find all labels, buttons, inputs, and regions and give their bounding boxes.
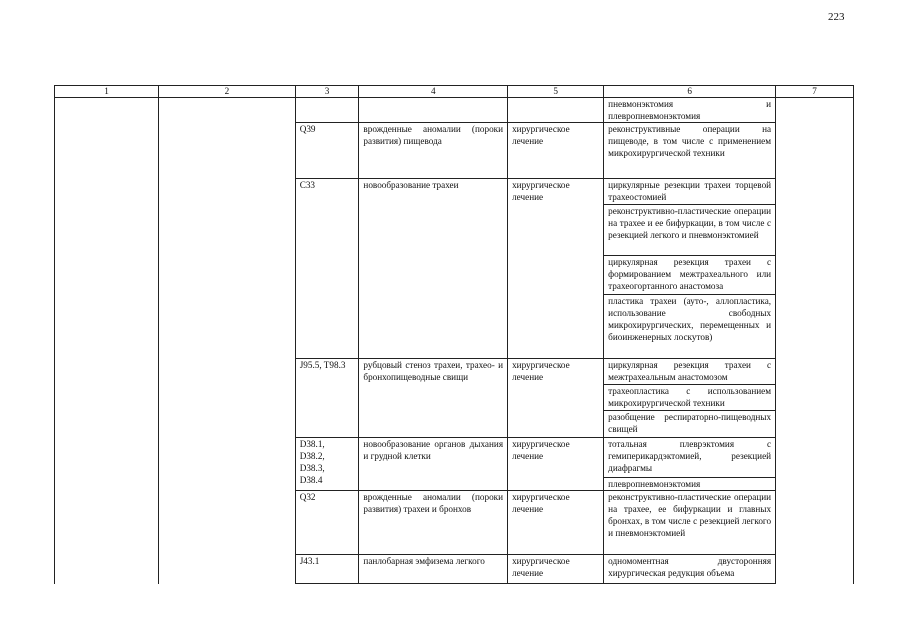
header-cell: 4	[359, 86, 508, 98]
treatment-cell: хирургическое лечение	[508, 359, 604, 438]
code-cell: C33	[295, 179, 359, 359]
method-cell: циркулярная резекция трахеи с формированием межтрахеального или трахеогортанного анастомоза	[604, 256, 776, 295]
header-cell: 7	[776, 86, 854, 98]
method-cell: пластика трахеи (ауто-, аллопластика, использование свободных микрохирургических, перемещенных и биоинженерных лоскутов)	[604, 295, 776, 359]
diagnosis-cell: панлобарная эмфизема легкого	[359, 555, 508, 584]
code-cell: Q39	[295, 123, 359, 179]
page-number: 223	[828, 11, 845, 23]
diagnosis-cell: рубцовый стеноз трахеи, трахео- и бронхопищеводные свищи	[359, 359, 508, 438]
col7-blank-cell	[776, 98, 854, 584]
code-line: D38.2,	[299, 451, 325, 461]
diagnosis-cell: новообразование органов дыхания и грудной клетки	[359, 438, 508, 491]
header-cell: 2	[159, 86, 296, 98]
treatment-cell: хирургическое лечение	[508, 555, 604, 584]
treatment-cell: хирургическое лечение	[508, 179, 604, 359]
diagnosis-cell: врожденные аномалии (пороки развития) пищевода	[359, 123, 508, 179]
method-cell: тотальная плеврэктомия с гемиперикардэктомией, резекцией диафрагмы	[604, 438, 776, 478]
method-cell: циркулярная резекция трахеи с межтрахеальным анастомозом	[604, 359, 776, 385]
treatment-cell	[508, 98, 604, 123]
code-line: D38.4	[299, 475, 323, 485]
treatment-cell: хирургическое лечение	[508, 123, 604, 179]
method-cell: пневмонэктомия и плевропневмонэктомия	[604, 98, 776, 123]
method-cell: реконструктивные операции на пищеводе, в том числе с применением микрохирургической техники	[604, 123, 776, 179]
code-cell: J43.1	[295, 555, 359, 584]
method-cell: реконструктивно-пластические операции на трахее и ее бифуркации, в том числе с резекцией легкого и пневмонэктомией	[604, 205, 776, 256]
method-cell: одномоментная двусторонняя хирургическая редукция объема	[604, 555, 776, 584]
code-line: D38.3,	[299, 463, 325, 473]
diagnosis-cell: новообразование трахеи	[359, 179, 508, 359]
code-cell: Q32	[295, 491, 359, 555]
treatment-cell: хирургическое лечение	[508, 438, 604, 491]
method-cell: реконструктивно-пластические операции на трахее, ее бифуркации и главных бронхах, в том числе с резекцией легкого и пневмонэктомией	[604, 491, 776, 555]
method-cell: разобщение респираторно-пищеводных свищей	[604, 411, 776, 438]
header-cell: 6	[604, 86, 776, 98]
treatment-cell: хирургическое лечение	[508, 491, 604, 555]
header-cell: 5	[508, 86, 604, 98]
code-cell: J95.5, T98.3	[295, 359, 359, 438]
method-cell: трахеопластика с использованием микрохирургической техники	[604, 385, 776, 411]
col1-blank-cell	[55, 98, 159, 584]
code-line: D38.1,	[299, 439, 325, 449]
header-row	[55, 86, 854, 98]
diagnosis-cell: врожденные аномалии (пороки развития) трахеи и бронхов	[359, 491, 508, 555]
procedures-table	[54, 85, 854, 584]
diagnosis-cell	[359, 98, 508, 123]
header-cell: 3	[295, 86, 359, 98]
table-row	[55, 98, 854, 123]
method-cell: плевропневмонэктомия	[604, 478, 776, 491]
code-cell	[295, 98, 359, 123]
method-cell: циркулярные резекции трахеи торцевой трахеостомией	[604, 179, 776, 205]
code-cell	[295, 438, 359, 491]
header-cell: 1	[55, 86, 159, 98]
col2-blank-cell	[159, 98, 296, 584]
